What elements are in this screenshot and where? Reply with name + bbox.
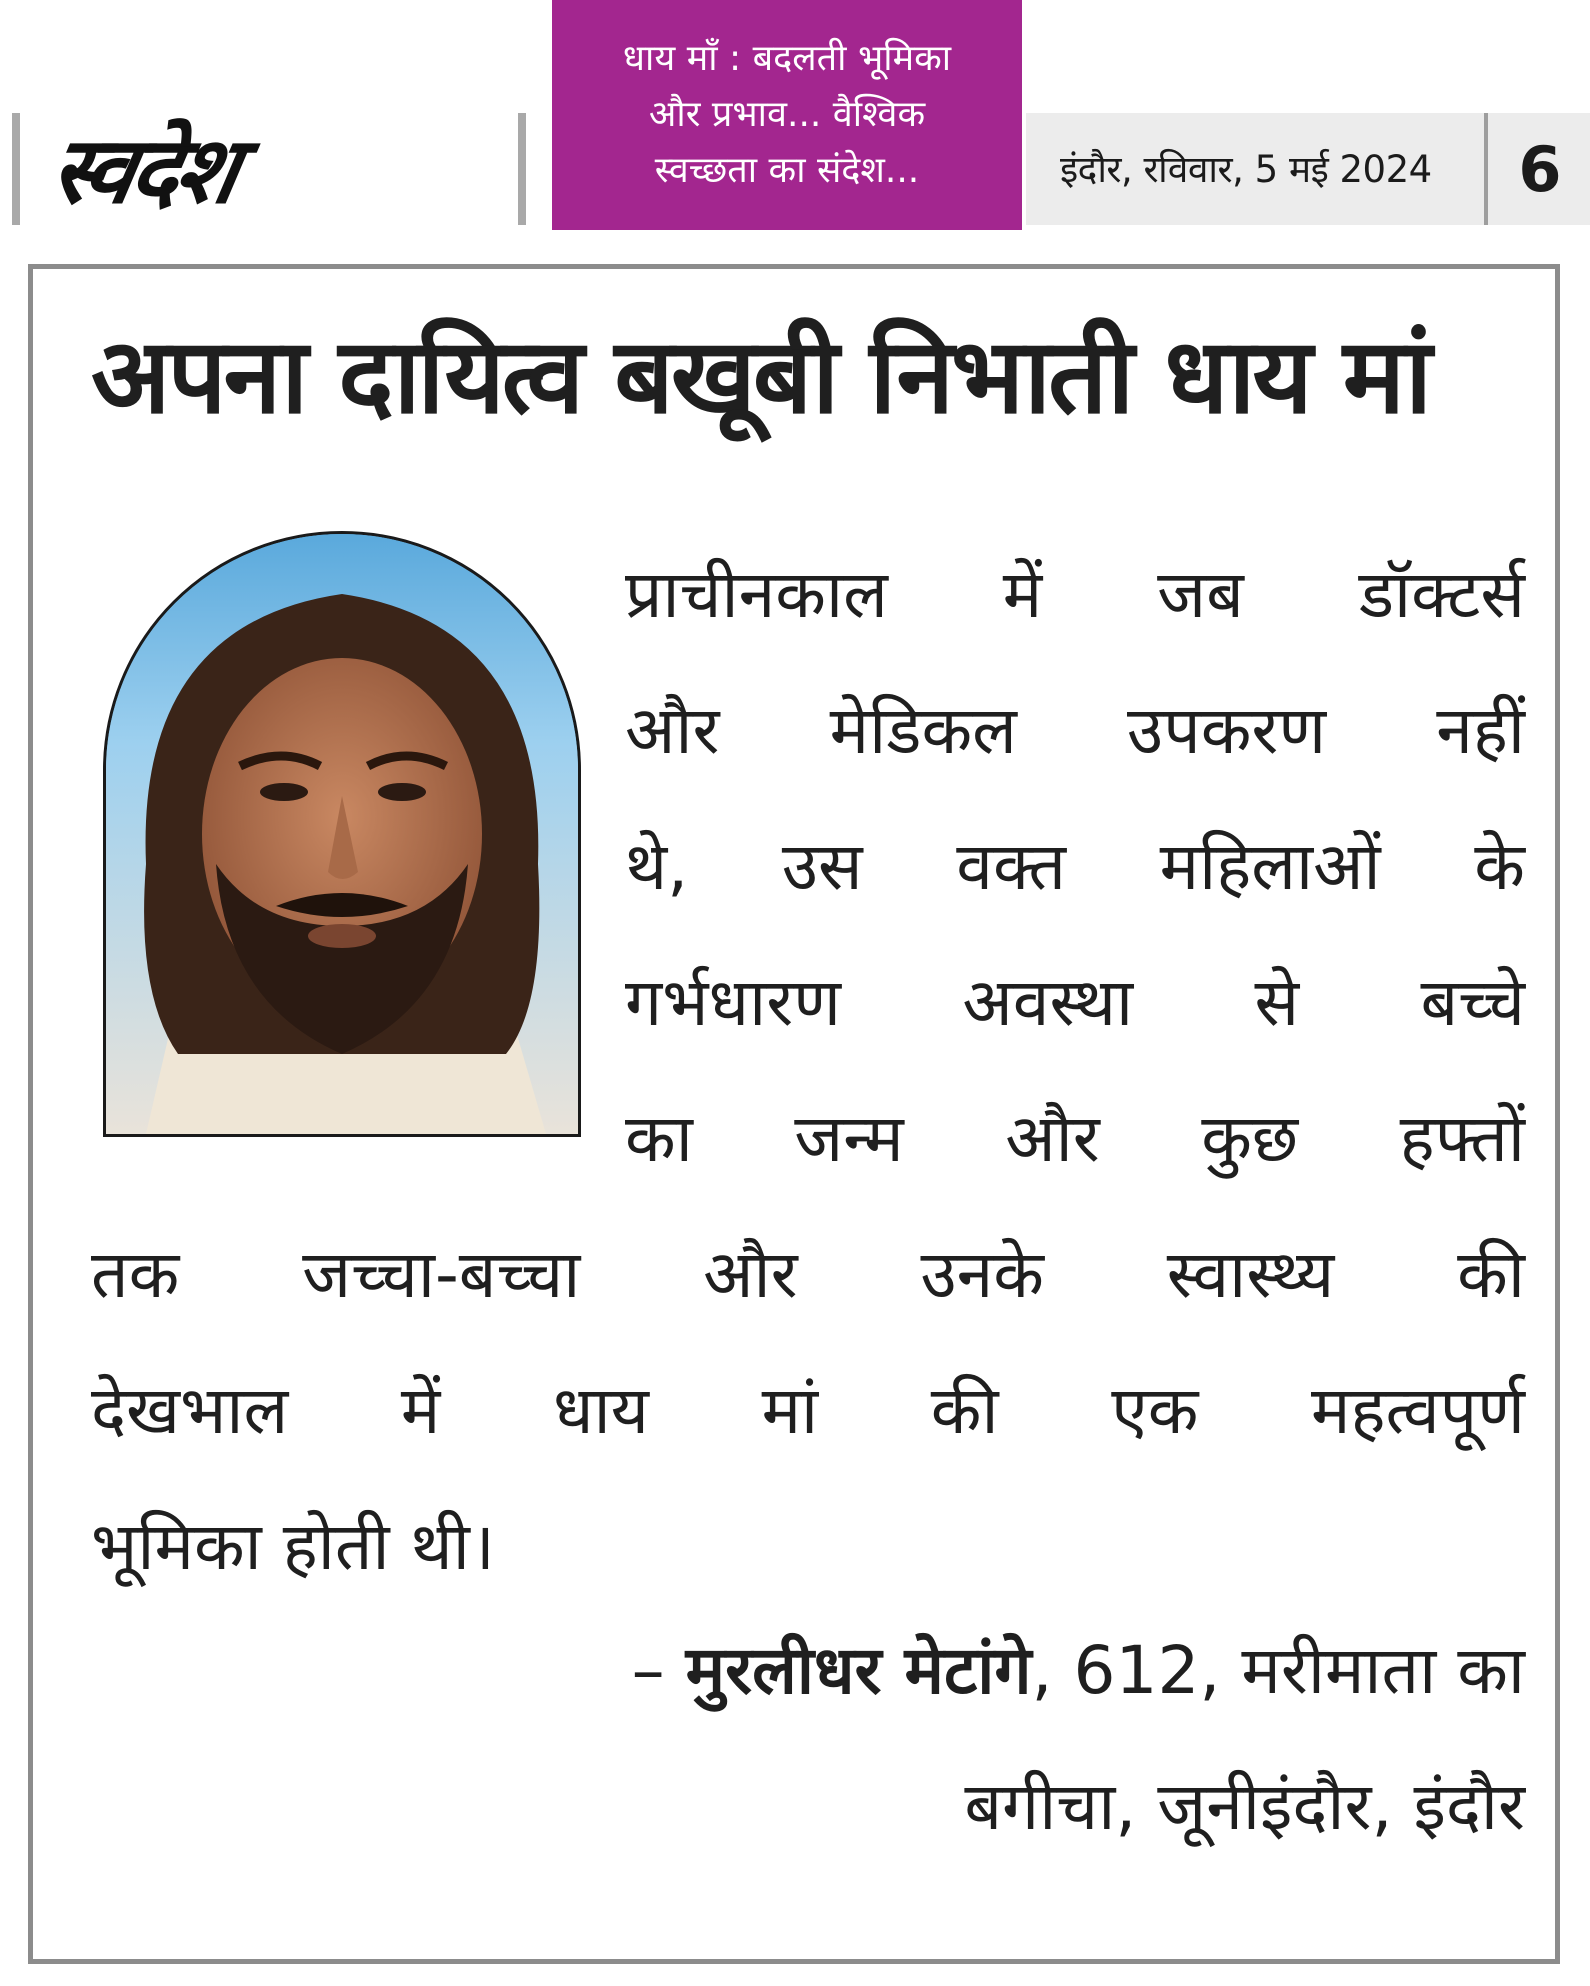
word: के bbox=[1474, 828, 1525, 905]
masthead-divider-left bbox=[12, 113, 20, 225]
text-line bbox=[625, 799, 1525, 935]
page-number: 6 bbox=[1518, 133, 1562, 206]
logo-text: स्वदेश bbox=[42, 117, 244, 224]
word: मां bbox=[761, 1372, 819, 1449]
word: में bbox=[400, 1372, 441, 1449]
word: गर्भधारण bbox=[625, 964, 841, 1041]
word: प्राचीनकाल bbox=[625, 556, 888, 633]
word: से bbox=[1254, 964, 1300, 1041]
word: जच्चा-बच्चा bbox=[302, 1236, 581, 1313]
text-line bbox=[91, 1343, 1525, 1479]
word: में bbox=[1002, 556, 1043, 633]
masthead bbox=[0, 0, 1590, 232]
dateline: इंदौर, रविवार, 5 मई 2024 bbox=[1060, 148, 1432, 191]
word: और bbox=[625, 692, 720, 769]
word: देखभाल bbox=[91, 1372, 289, 1449]
word: उपकरण bbox=[1127, 692, 1327, 769]
dateline-divider bbox=[1484, 113, 1488, 225]
text-line bbox=[625, 663, 1525, 799]
article-body-wrapped bbox=[625, 527, 1525, 1207]
article-box bbox=[28, 264, 1560, 1964]
word: की bbox=[930, 1372, 999, 1449]
word: अवस्था bbox=[962, 964, 1134, 1041]
word: की bbox=[1457, 1236, 1525, 1313]
word: थे, bbox=[625, 828, 689, 905]
word: का bbox=[625, 1100, 693, 1177]
signature-line-1 bbox=[91, 1603, 1525, 1739]
portrait-icon bbox=[106, 534, 578, 1134]
word: उनके bbox=[920, 1236, 1044, 1313]
word: डॉक्टर्स bbox=[1358, 556, 1525, 633]
signature-line-2 bbox=[91, 1739, 1525, 1875]
text-line bbox=[625, 527, 1525, 663]
masthead-divider-mid bbox=[518, 113, 526, 225]
promo-line: स्वच्छता का संदेश... bbox=[654, 150, 920, 191]
text-line bbox=[625, 935, 1525, 1071]
word: जब bbox=[1157, 556, 1244, 633]
word: एक bbox=[1111, 1372, 1199, 1449]
word: जन्म bbox=[794, 1100, 904, 1177]
word: बच्चे bbox=[1420, 964, 1525, 1041]
headline: अपना दायित्व बखूबी निभाती धाय मां bbox=[91, 315, 1430, 437]
text-line bbox=[91, 1479, 1525, 1615]
author-address-1: , 612, मरीमाता का bbox=[1031, 1632, 1525, 1709]
word: वक्त bbox=[956, 828, 1066, 905]
promo-line: और प्रभाव... वैश्विक bbox=[648, 94, 926, 135]
signature-dash: – bbox=[631, 1632, 686, 1709]
author-signature bbox=[91, 1603, 1525, 1875]
word: धाय bbox=[553, 1372, 649, 1449]
word: मेडिकल bbox=[829, 692, 1017, 769]
promo-box[interactable] bbox=[552, 0, 1022, 230]
word: और bbox=[703, 1236, 798, 1313]
text-line bbox=[91, 1207, 1525, 1343]
promo-line: धाय माँ : बदलती भूमिका bbox=[622, 38, 952, 79]
word: हफ्तों bbox=[1399, 1100, 1525, 1177]
word: कुछ bbox=[1201, 1100, 1299, 1177]
word: तक bbox=[91, 1236, 180, 1313]
author-name: मुरलीधर मेटांगे bbox=[685, 1632, 1032, 1709]
word: स्वास्थ्य bbox=[1166, 1236, 1335, 1313]
last-line: भूमिका होती थी। bbox=[91, 1508, 495, 1585]
word: नहीं bbox=[1436, 692, 1525, 769]
author-photo bbox=[103, 531, 581, 1137]
word: महत्वपूर्ण bbox=[1311, 1372, 1525, 1449]
word: और bbox=[1005, 1100, 1100, 1177]
newspaper-logo[interactable] bbox=[42, 116, 462, 226]
word: महिलाओं bbox=[1159, 828, 1381, 905]
author-address-2: बगीचा, जूनीइंदौर, इंदौर bbox=[964, 1768, 1525, 1845]
text-line bbox=[625, 1071, 1525, 1207]
word: उस bbox=[781, 828, 863, 905]
article-body-full bbox=[91, 1207, 1525, 1615]
